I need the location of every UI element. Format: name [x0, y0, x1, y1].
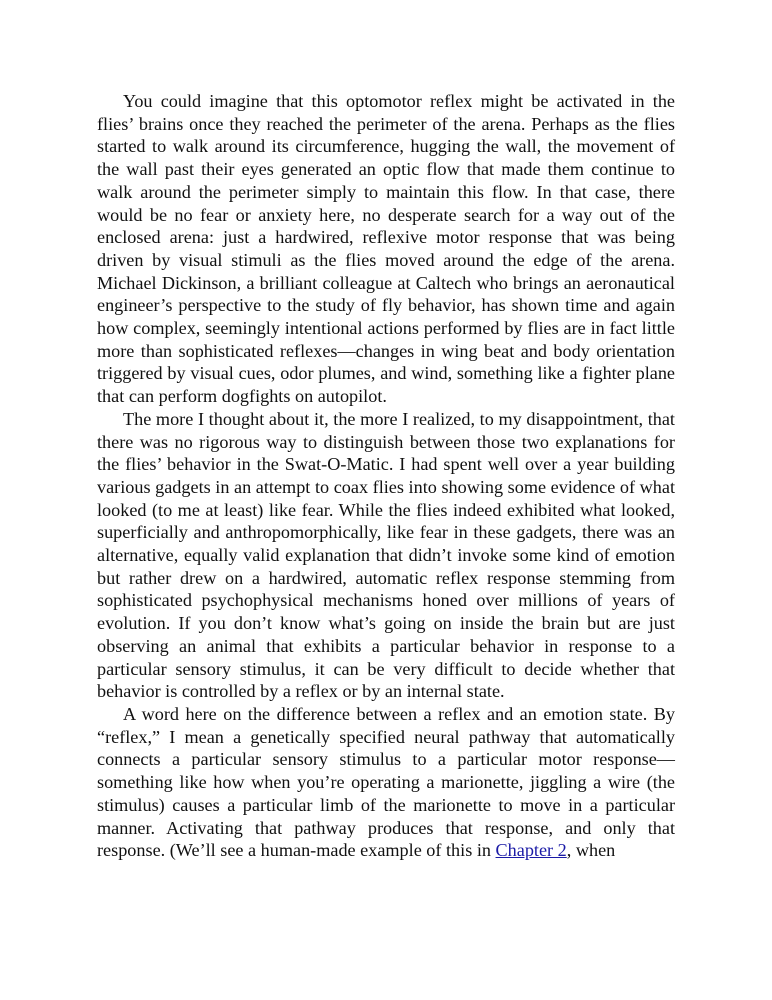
paragraph-text-after-link: , when	[566, 840, 616, 861]
paragraph-optomotor-reflex: You could imagine that this optomotor reflex might be activated in the flies’ brains once they reached the perimeter of the arena. Perhaps as the flies started to walk around its circumference, hugging the wall, the movement of the wall past their eyes generated an optic flow that made them continue to walk around the perimeter simply to maintain this flow. In that case, there would be no fear or anxiety here, no desperate search for a way out of the enclosed arena: just a hardwired, reflexive motor response that was being driven by visual stimuli as the flies moved around the edge of the arena. Michael Dickinson, a brilliant colleague at Caltech who brings an aeronautical engineer’s perspective to the study of fly behavior, has shown time and again how complex, seemingly intentional actions performed by flies are in fact little more than sophisticated reflexes—changes in wing beat and body orientation triggered by visual cues, odor plumes, and wind, something like a fighter plane that can perform dogfights on autopilot.	[97, 91, 675, 407]
chapter-2-link[interactable]: Chapter 2	[495, 840, 567, 861]
paragraph-reflex-definition	[97, 703, 675, 862]
paragraph-text-before-link: A word here on the difference between a reflex and an emotion state. By “reflex,” I mean a genetically specified neural pathway that automatically connects a particular sensory stimulus to a particular motor response—something like how when you’re operating a marionette, jiggling a wire (the stimulus) causes a particular limb of the marionette to move in a particular manner. Activating that pathway produces that response, and only that response. (We’ll see a human-made example of this in	[97, 703, 675, 861]
book-page	[97, 90, 675, 862]
paragraph-swat-o-matic: The more I thought about it, the more I realized, to my disappointment, that there was no rigorous way to distinguish between those two explanations for the flies’ behavior in the Swat-O-Matic. I had spent well over a year building various gadgets in an attempt to coax flies into showing some evidence of what looked (to me at least) like fear. While the flies indeed exhibited what looked, superficially and anthropomorphically, like fear in these gadgets, there was an alternative, equally valid explanation that didn’t invoke some kind of emotion but rather drew on a hardwired, automatic reflex response stemming from sophisticated psychophysical mechanisms honed over millions of years of evolution. If you don’t know what’s going on inside the brain but are just observing an animal that exhibits a particular behavior in response to a particular sensory stimulus, it can be very difficult to decide whether that behavior is controlled by a reflex or by an internal state.	[97, 408, 675, 702]
